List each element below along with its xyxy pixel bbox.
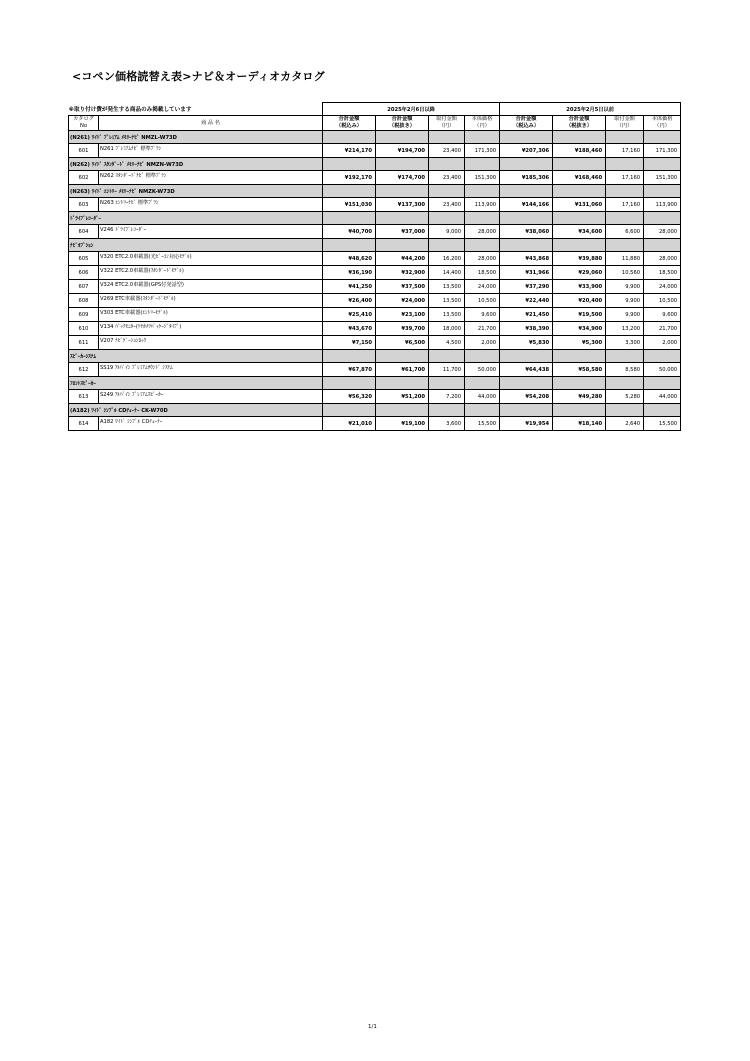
install-price-old: 8,580 xyxy=(606,363,644,377)
body-price-new: 171,300 xyxy=(465,144,500,158)
total-incl-old: ¥64,438 xyxy=(500,363,553,377)
install-price-old: 17,160 xyxy=(606,144,644,158)
total-excl-old: ¥131,060 xyxy=(553,198,606,212)
group-empty-cell xyxy=(500,212,553,225)
group-empty-cell xyxy=(323,212,376,225)
group-empty-cell xyxy=(644,158,681,171)
total-incl-new: ¥41,250 xyxy=(323,280,376,294)
product-name: S249 ｱﾙﾊﾟｲﾝ ﾌﾟﾚﾐｱﾑｽﾋﾟｰｶｰ xyxy=(99,390,323,404)
total-excl-new: ¥23,100 xyxy=(376,308,429,322)
group-empty-cell xyxy=(644,212,681,225)
body-price-old: 18,500 xyxy=(644,266,681,280)
total-excl-old: ¥34,600 xyxy=(553,225,606,239)
total-excl-old: ¥58,580 xyxy=(553,363,606,377)
total-excl-old: ¥5,300 xyxy=(553,336,606,350)
total-incl-new: ¥36,190 xyxy=(323,266,376,280)
total-excl-new: ¥37,000 xyxy=(376,225,429,239)
group-row xyxy=(69,131,681,144)
group-name: ﾄﾞﾗｲﾌﾞﾚｺｰﾀﾞｰ xyxy=(69,212,323,225)
install-price-old: 2,640 xyxy=(606,417,644,431)
table-row xyxy=(69,225,681,239)
total-excl-old: ¥20,400 xyxy=(553,294,606,308)
install-price-old: 6,600 xyxy=(606,225,644,239)
table-row xyxy=(69,322,681,336)
group-empty-cell xyxy=(465,131,500,144)
install-price-new: 9,000 xyxy=(429,225,465,239)
body-price-new: 50,000 xyxy=(465,363,500,377)
catalog-no: 612 xyxy=(69,363,99,377)
group-empty-cell xyxy=(323,350,376,363)
period-old-header: 2025年2月5日以前 xyxy=(500,103,681,116)
body-price-old: 2,000 xyxy=(644,336,681,350)
total-incl-old: ¥207,306 xyxy=(500,144,553,158)
table-row xyxy=(69,266,681,280)
total-excl-new: ¥61,700 xyxy=(376,363,429,377)
total-excl-new: ¥19,100 xyxy=(376,417,429,431)
group-name: ﾌﾛﾝﾄｽﾋﾟｰｶｰ xyxy=(69,377,323,390)
group-name: ｽﾋﾟｰｶｰｼｽﾃﾑ xyxy=(69,350,323,363)
total-excl-new: ¥174,700 xyxy=(376,171,429,185)
total-excl-old: ¥18,140 xyxy=(553,417,606,431)
install-price-old: 9,900 xyxy=(606,294,644,308)
total-incl-old: ¥22,440 xyxy=(500,294,553,308)
header-product-name: 商 品 名 xyxy=(99,116,323,131)
product-name: N261 ﾌﾟﾚﾐｱﾑﾅﾋﾞ 標準ﾌﾟﾗﾝ xyxy=(99,144,323,158)
body-price-new: 24,000 xyxy=(465,280,500,294)
catalog-no: 605 xyxy=(69,252,99,266)
body-price-new: 21,700 xyxy=(465,322,500,336)
body-price-old: 151,300 xyxy=(644,171,681,185)
group-empty-cell xyxy=(465,377,500,390)
group-empty-cell xyxy=(429,185,465,198)
total-excl-old: ¥19,500 xyxy=(553,308,606,322)
total-incl-old: ¥5,830 xyxy=(500,336,553,350)
group-empty-cell xyxy=(606,158,644,171)
group-empty-cell xyxy=(644,350,681,363)
table-row xyxy=(69,308,681,322)
body-price-new: 2,000 xyxy=(465,336,500,350)
total-excl-new: ¥137,300 xyxy=(376,198,429,212)
group-empty-cell xyxy=(500,377,553,390)
install-price-new: 13,500 xyxy=(429,280,465,294)
group-empty-cell xyxy=(376,131,429,144)
group-empty-cell xyxy=(465,350,500,363)
total-excl-old: ¥168,460 xyxy=(553,171,606,185)
total-incl-old: ¥38,390 xyxy=(500,322,553,336)
product-name: V134 ﾊﾞｯｸﾓﾆﾀｰ(ﾘﾔｶﾒﾗﾊﾟｯｹｰｼﾞﾀｲﾌﾟ) xyxy=(99,322,323,336)
group-empty-cell xyxy=(376,404,429,417)
body-price-new: 28,000 xyxy=(465,225,500,239)
total-excl-new: ¥32,900 xyxy=(376,266,429,280)
group-empty-cell xyxy=(323,185,376,198)
total-incl-old: ¥31,966 xyxy=(500,266,553,280)
body-price-new: 18,500 xyxy=(465,266,500,280)
install-price-old: 9,900 xyxy=(606,280,644,294)
total-incl-new: ¥56,320 xyxy=(323,390,376,404)
total-excl-new: ¥24,000 xyxy=(376,294,429,308)
group-empty-cell xyxy=(553,131,606,144)
product-name: V303 ETC車載器(ｴﾝﾄﾘｰﾓﾃﾞﾙ) xyxy=(99,308,323,322)
product-name: N263 ｴﾝﾄﾘｰﾅﾋﾞ 標準ﾌﾟﾗﾝ xyxy=(99,198,323,212)
header-body-new: 本体価格 （円） xyxy=(465,116,500,131)
body-price-new: 44,000 xyxy=(465,390,500,404)
group-empty-cell xyxy=(606,212,644,225)
install-price-old: 17,160 xyxy=(606,198,644,212)
catalog-no: 609 xyxy=(69,308,99,322)
header-install-new: 取付金額 （円） xyxy=(429,116,465,131)
group-empty-cell xyxy=(553,185,606,198)
total-excl-new: ¥44,200 xyxy=(376,252,429,266)
table-row xyxy=(69,336,681,350)
header-body-old: 本体価格 （円） xyxy=(644,116,681,131)
total-excl-old: ¥33,900 xyxy=(553,280,606,294)
product-name: V324 ETC2.0車載器(GPS付発話型) xyxy=(99,280,323,294)
body-price-old: 15,500 xyxy=(644,417,681,431)
group-empty-cell xyxy=(323,239,376,252)
group-empty-cell xyxy=(644,239,681,252)
group-empty-cell xyxy=(553,377,606,390)
catalog-no: 601 xyxy=(69,144,99,158)
group-empty-cell xyxy=(376,185,429,198)
total-incl-old: ¥21,450 xyxy=(500,308,553,322)
install-price-old: 11,880 xyxy=(606,252,644,266)
group-row xyxy=(69,212,681,225)
total-incl-old: ¥38,060 xyxy=(500,225,553,239)
group-empty-cell xyxy=(500,158,553,171)
group-row xyxy=(69,239,681,252)
body-price-old: 50,000 xyxy=(644,363,681,377)
catalog-no: 608 xyxy=(69,294,99,308)
catalog-no: 611 xyxy=(69,336,99,350)
product-name: V320 ETC2.0車載器(光ﾋﾞｰｺﾝ対応ﾓﾃﾞﾙ) xyxy=(99,252,323,266)
body-price-old: 9,600 xyxy=(644,308,681,322)
group-empty-cell xyxy=(606,404,644,417)
total-incl-new: ¥7,150 xyxy=(323,336,376,350)
product-name: N262 ｽﾀﾝﾀﾞｰﾄﾞﾅﾋﾞ 標準ﾌﾟﾗﾝ xyxy=(99,171,323,185)
group-empty-cell xyxy=(500,239,553,252)
total-excl-old: ¥39,880 xyxy=(553,252,606,266)
install-price-old: 5,280 xyxy=(606,390,644,404)
total-incl-old: ¥144,166 xyxy=(500,198,553,212)
body-price-old: 44,000 xyxy=(644,390,681,404)
group-empty-cell xyxy=(500,185,553,198)
header-total-excl-old: 合計金額 （税抜き） xyxy=(553,116,606,131)
header-total-incl-old: 合計金額 （税込み） xyxy=(500,116,553,131)
total-incl-old: ¥19,954 xyxy=(500,417,553,431)
table-row xyxy=(69,171,681,185)
period-new-header: 2025年2月6日以降 xyxy=(323,103,500,116)
install-price-new: 23,400 xyxy=(429,198,465,212)
install-price-new: 23,400 xyxy=(429,171,465,185)
group-empty-cell xyxy=(644,404,681,417)
install-price-new: 11,700 xyxy=(429,363,465,377)
group-empty-cell xyxy=(553,239,606,252)
group-empty-cell xyxy=(606,239,644,252)
body-price-new: 10,500 xyxy=(465,294,500,308)
group-empty-cell xyxy=(553,350,606,363)
total-incl-new: ¥67,870 xyxy=(323,363,376,377)
group-empty-cell xyxy=(644,131,681,144)
total-excl-old: ¥29,060 xyxy=(553,266,606,280)
group-empty-cell xyxy=(500,350,553,363)
table-row xyxy=(69,417,681,431)
catalog-no: 613 xyxy=(69,390,99,404)
body-price-new: 151,300 xyxy=(465,171,500,185)
group-empty-cell xyxy=(429,239,465,252)
table-row xyxy=(69,294,681,308)
install-price-old: 13,200 xyxy=(606,322,644,336)
body-price-new: 15,500 xyxy=(465,417,500,431)
install-price-old: 9,900 xyxy=(606,308,644,322)
install-price-new: 14,400 xyxy=(429,266,465,280)
group-empty-cell xyxy=(376,377,429,390)
total-incl-new: ¥26,400 xyxy=(323,294,376,308)
body-price-old: 171,300 xyxy=(644,144,681,158)
total-incl-new: ¥151,030 xyxy=(323,198,376,212)
group-empty-cell xyxy=(429,131,465,144)
table-row xyxy=(69,390,681,404)
group-empty-cell xyxy=(323,377,376,390)
header-install-old: 取付金額 （円） xyxy=(606,116,644,131)
body-price-old: 28,000 xyxy=(644,225,681,239)
total-incl-new: ¥40,700 xyxy=(323,225,376,239)
total-incl-new: ¥25,410 xyxy=(323,308,376,322)
install-price-new: 23,400 xyxy=(429,144,465,158)
group-empty-cell xyxy=(429,377,465,390)
header-catalog-no: カタログ No xyxy=(69,116,99,131)
install-price-new: 16,200 xyxy=(429,252,465,266)
group-empty-cell xyxy=(429,158,465,171)
table-row xyxy=(69,363,681,377)
group-empty-cell xyxy=(323,158,376,171)
header-total-excl-new: 合計金額 （税抜き） xyxy=(376,116,429,131)
catalog-no: 610 xyxy=(69,322,99,336)
group-empty-cell xyxy=(323,131,376,144)
table-row xyxy=(69,252,681,266)
group-empty-cell xyxy=(323,404,376,417)
body-price-new: 9,600 xyxy=(465,308,500,322)
group-name: (N262) ﾜｲﾄﾞ ｽﾀﾝﾀﾞｰﾄﾞ ﾒﾓﾘｰﾅﾋﾞ NMZN-W73D xyxy=(69,158,323,171)
catalog-no: 603 xyxy=(69,198,99,212)
group-name: (A182) ﾜｲﾄﾞ ｼﾝﾌﾟﾙ CDﾁｭｰﾅｰ CK-W70D xyxy=(69,404,323,417)
total-incl-new: ¥43,670 xyxy=(323,322,376,336)
group-name: (N263) ﾜｲﾄﾞ ｴﾝﾄﾘｰ ﾒﾓﾘｰﾅﾋﾞ NMZK-W73D xyxy=(69,185,323,198)
group-empty-cell xyxy=(644,185,681,198)
total-excl-new: ¥51,200 xyxy=(376,390,429,404)
product-name: V207 ﾅﾋﾞｹﾞｰｼｮﾝﾛｯｸ xyxy=(99,336,323,350)
group-empty-cell xyxy=(376,158,429,171)
catalog-no: 607 xyxy=(69,280,99,294)
body-price-old: 113,900 xyxy=(644,198,681,212)
group-empty-cell xyxy=(465,185,500,198)
product-name: V246 ﾄﾞﾗｲﾌﾞﾚｺｰﾀﾞｰ xyxy=(99,225,323,239)
total-excl-old: ¥188,460 xyxy=(553,144,606,158)
group-empty-cell xyxy=(606,350,644,363)
group-empty-cell xyxy=(500,404,553,417)
total-incl-new: ¥21,010 xyxy=(323,417,376,431)
group-empty-cell xyxy=(465,158,500,171)
page-title: <コペン価格読替え表>ナビ＆オーディオカタログ xyxy=(72,70,325,83)
total-excl-new: ¥194,700 xyxy=(376,144,429,158)
install-price-old: 3,300 xyxy=(606,336,644,350)
total-incl-old: ¥54,208 xyxy=(500,390,553,404)
total-incl-new: ¥214,170 xyxy=(323,144,376,158)
group-empty-cell xyxy=(553,158,606,171)
group-empty-cell xyxy=(376,350,429,363)
group-empty-cell xyxy=(376,239,429,252)
group-empty-cell xyxy=(606,131,644,144)
group-row xyxy=(69,350,681,363)
group-empty-cell xyxy=(465,212,500,225)
product-name: V322 ETC2.0車載器(ｽﾀﾝﾀﾞｰﾄﾞﾓﾃﾞﾙ) xyxy=(99,266,323,280)
body-price-old: 28,000 xyxy=(644,252,681,266)
group-empty-cell xyxy=(644,377,681,390)
group-empty-cell xyxy=(606,377,644,390)
body-price-old: 21,700 xyxy=(644,322,681,336)
total-incl-new: ¥48,620 xyxy=(323,252,376,266)
header-total-incl-new: 合計金額 （税込み） xyxy=(323,116,376,131)
table-row xyxy=(69,144,681,158)
install-price-new: 3,600 xyxy=(429,417,465,431)
body-price-new: 113,900 xyxy=(465,198,500,212)
install-price-new: 13,500 xyxy=(429,294,465,308)
product-name: A182 ﾜｲﾄﾞ ｼﾝﾌﾟﾙ CDﾁｭｰﾅｰ xyxy=(99,417,323,431)
install-price-new: 4,500 xyxy=(429,336,465,350)
table-row xyxy=(69,280,681,294)
group-empty-cell xyxy=(606,185,644,198)
group-empty-cell xyxy=(553,212,606,225)
catalog-no: 604 xyxy=(69,225,99,239)
group-name: (N261) ﾜｲﾄﾞ ﾌﾟﾚﾐｱﾑ ﾒﾓﾘｰﾅﾋﾞ NMZL-W73D xyxy=(69,131,323,144)
install-price-old: 17,160 xyxy=(606,171,644,185)
total-excl-new: ¥6,500 xyxy=(376,336,429,350)
product-name: V269 ETC車載器(ｽﾀﾝﾀﾞｰﾄﾞﾓﾃﾞﾙ) xyxy=(99,294,323,308)
group-empty-cell xyxy=(429,404,465,417)
install-price-new: 13,500 xyxy=(429,308,465,322)
note: ※取り付け費が発生する商品のみ掲載しています xyxy=(68,106,192,113)
install-price-new: 18,000 xyxy=(429,322,465,336)
catalog-no: 602 xyxy=(69,171,99,185)
group-empty-cell xyxy=(429,350,465,363)
group-empty-cell xyxy=(465,404,500,417)
group-empty-cell xyxy=(376,212,429,225)
body-price-old: 24,000 xyxy=(644,280,681,294)
total-incl-old: ¥37,290 xyxy=(500,280,553,294)
product-name: SS19 ｱﾙﾊﾟｲﾝ ﾌﾟﾚﾐｱﾑｻｳﾝﾄﾞ ｼｽﾃﾑ xyxy=(99,363,323,377)
total-incl-old: ¥185,306 xyxy=(500,171,553,185)
group-empty-cell xyxy=(500,131,553,144)
body-price-new: 28,000 xyxy=(465,252,500,266)
price-table xyxy=(68,102,681,431)
group-row xyxy=(69,185,681,198)
group-name: ﾅﾋﾞｵﾌﾟｼｮﾝ xyxy=(69,239,323,252)
total-excl-new: ¥37,500 xyxy=(376,280,429,294)
page-number: 1/1 xyxy=(368,1024,377,1030)
total-excl-new: ¥39,700 xyxy=(376,322,429,336)
install-price-old: 10,560 xyxy=(606,266,644,280)
group-row xyxy=(69,377,681,390)
total-incl-old: ¥43,868 xyxy=(500,252,553,266)
body-price-old: 10,500 xyxy=(644,294,681,308)
total-excl-old: ¥49,280 xyxy=(553,390,606,404)
install-price-new: 7,200 xyxy=(429,390,465,404)
total-excl-old: ¥34,900 xyxy=(553,322,606,336)
catalog-no: 606 xyxy=(69,266,99,280)
table-row xyxy=(69,198,681,212)
group-empty-cell xyxy=(553,404,606,417)
total-incl-new: ¥192,170 xyxy=(323,171,376,185)
group-row xyxy=(69,158,681,171)
catalog-no: 614 xyxy=(69,417,99,431)
group-empty-cell xyxy=(465,239,500,252)
group-row xyxy=(69,404,681,417)
group-empty-cell xyxy=(429,212,465,225)
